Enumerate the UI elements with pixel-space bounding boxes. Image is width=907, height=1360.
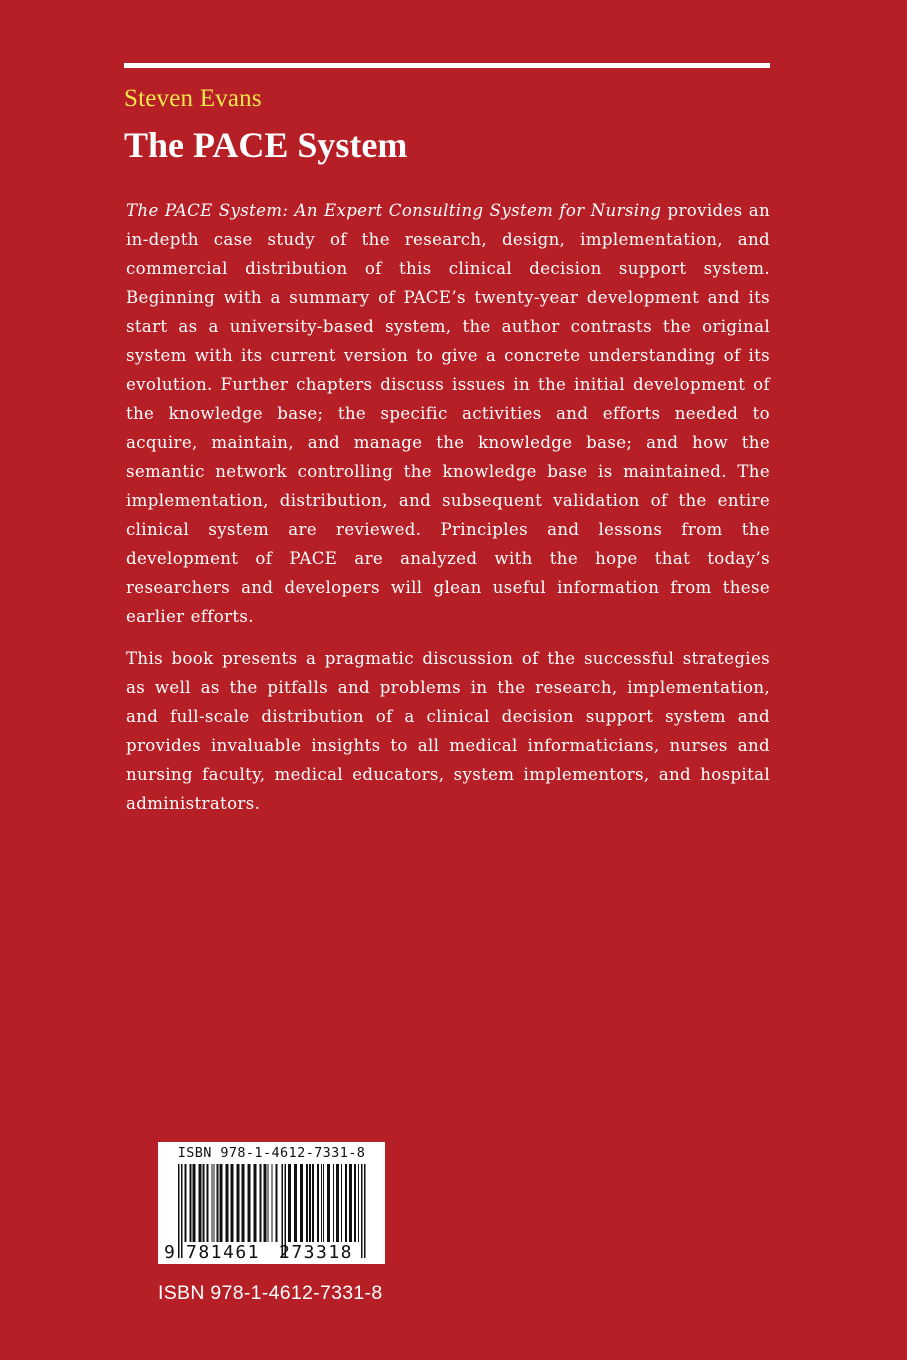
barcode-bar [264, 1164, 267, 1242]
barcode-bar [364, 1164, 366, 1258]
barcode-bar [345, 1164, 347, 1242]
barcode-bar [254, 1164, 257, 1242]
description-paragraph-1 [126, 196, 770, 631]
barcode-bar [358, 1164, 359, 1242]
barcode-bar [349, 1164, 352, 1242]
barcode-bar [190, 1164, 192, 1242]
barcode-bar [199, 1164, 202, 1242]
barcode [158, 1142, 385, 1264]
barcode-bar [231, 1164, 234, 1242]
description-title-italic: The PACE System: An Expert Consulting System for Nursing [126, 201, 662, 220]
barcode-bar [237, 1164, 240, 1242]
barcode-bar [242, 1164, 245, 1242]
barcode-bar [226, 1164, 229, 1242]
barcode-bar [181, 1164, 183, 1258]
top-rule [124, 63, 770, 68]
barcode-digit-first: 9 [164, 1242, 175, 1263]
barcode-isbn-label: ISBN 978-1-4612-7331-8 [177, 1145, 366, 1161]
barcode-digits-group-1: 781461 [185, 1242, 261, 1263]
barcode-bar [361, 1164, 363, 1258]
barcode-bar [193, 1164, 196, 1242]
barcode-bar [327, 1164, 330, 1242]
barcode-bar [288, 1164, 291, 1242]
barcode-bar [214, 1164, 215, 1242]
barcode-bar [178, 1164, 180, 1258]
description-paragraph-2: This book presents a pragmatic discussion of the successful strategies as well as the pitfalls and problems in the research, implementation, and full-scale distribution of a clinical decision support system and provides invaluable insights to all medical informaticians, nurses and nursing faculty, medical educators, system implementors, and hospital administrators. [126, 649, 770, 813]
barcode-bar [220, 1164, 223, 1242]
barcode-bar [341, 1164, 342, 1242]
barcode-bar [276, 1164, 278, 1242]
barcode-bar [203, 1164, 205, 1242]
barcode-bar [294, 1164, 297, 1242]
isbn-bottom: ISBN 978-1-4612-7331-8 [158, 1282, 383, 1304]
book-title: The PACE System [124, 125, 408, 165]
barcode-bar [268, 1164, 269, 1242]
barcode-bar [323, 1164, 324, 1242]
barcode-digits-group-2: 273318 [278, 1242, 354, 1263]
barcode-bar [248, 1164, 251, 1242]
barcode-bar [212, 1164, 213, 1242]
description-paragraph-1-text: provides an in-depth case study of the research, design, implementation, and commercial distribution of this clinical decision support system. Beginning with a summary of PACE’s twenty-year development and its start as a university-based system, the author contrasts the original system with its current version to give a concrete understanding of its evolution. Further chapters discuss issues in the initial development of the knowledge base; the specific activities and efforts needed to acquire, maintain, and manage the knowledge base; and how the semantic network controlling the knowledge base is maintained. The implementation, distribution, and subsequent validation of the entire clinical system are reviewed. Principles and lessons from the development of PACE are analyzed with the hope that today’s researchers and developers will glean useful information from these earlier efforts. [126, 201, 770, 626]
barcode-bar [336, 1164, 339, 1242]
barcode-bar [300, 1164, 303, 1242]
author-name: Steven Evans [124, 85, 262, 112]
barcode-bar [306, 1164, 308, 1242]
barcode-bar [354, 1164, 356, 1242]
barcode-bar [260, 1164, 262, 1242]
barcode-bar [272, 1164, 273, 1242]
barcode-bar [309, 1164, 311, 1242]
barcode-bar [217, 1164, 219, 1242]
barcode-bar [333, 1164, 334, 1242]
barcode-bar [207, 1164, 209, 1242]
barcode-bar [185, 1164, 187, 1242]
barcode-bar [321, 1164, 322, 1242]
barcode-bar [317, 1164, 319, 1242]
barcode-bars [158, 1142, 385, 1264]
barcode-bar [312, 1164, 314, 1242]
